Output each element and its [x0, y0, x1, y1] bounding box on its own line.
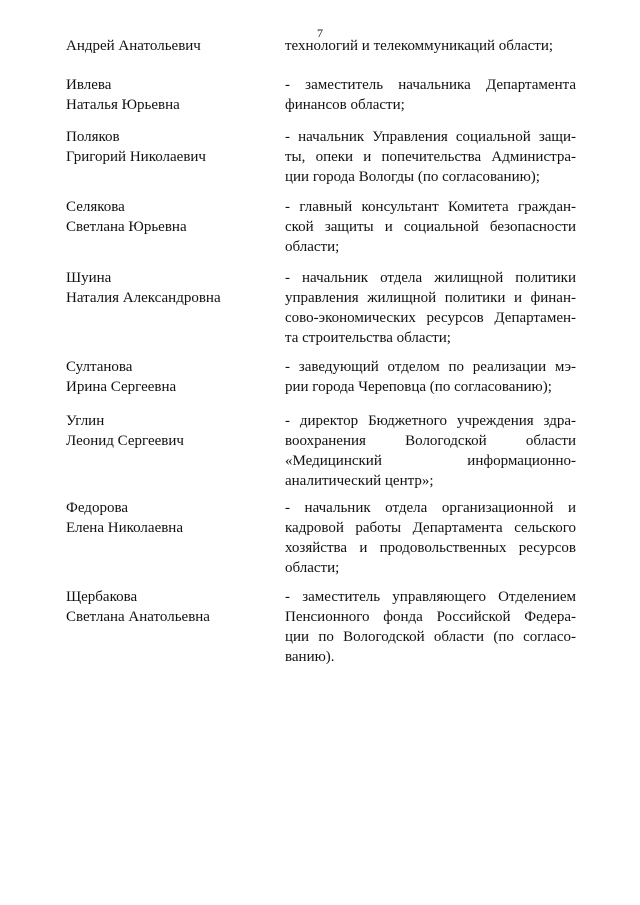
member-name-line: Григорий Николаевич: [66, 149, 206, 165]
member-role-line: ской защиты и социальной безопасности: [285, 219, 576, 235]
member-name-line: Наталия Александровна: [66, 290, 221, 306]
member-name-line: Углин: [66, 413, 105, 429]
member-name: [66, 587, 266, 627]
member-role-line: воохранения Вологодской области: [285, 433, 576, 449]
member-role-line: та строительства области;: [285, 330, 451, 346]
member-role-line: финансов области;: [285, 97, 405, 113]
member-name-line: Андрей Анатольевич: [66, 38, 201, 54]
member-role: [285, 498, 576, 578]
member-name-line: Поляков: [66, 129, 120, 145]
member-name-line: Ивлева: [66, 77, 112, 93]
member-role-line: области;: [285, 560, 340, 576]
member-role-line: Пенсионного фонда Российской Федера-: [285, 609, 576, 625]
member-role-line: области;: [285, 239, 340, 255]
member-name: [66, 36, 266, 56]
member-name-line: Султанова: [66, 359, 133, 375]
member-role-line: - начальник отдела жилищной политики: [285, 270, 576, 286]
member-name: [66, 197, 266, 237]
member-role-line: - заведующий отделом по реализации мэ-: [285, 359, 576, 375]
member-role-line: технологий и телекоммуникаций области;: [285, 38, 554, 54]
member-role: [285, 127, 576, 187]
member-role-line: - начальник Управления социальной защи-: [285, 129, 576, 145]
member-name: [66, 411, 266, 451]
member-role-line: кадровой работы Департамента сельского: [285, 520, 576, 536]
member-name: [66, 357, 266, 397]
member-name-line: Щербакова: [66, 589, 138, 605]
member-name-line: Селякова: [66, 199, 125, 215]
member-name-line: Светлана Анатольевна: [66, 609, 210, 625]
member-name: [66, 127, 266, 167]
member-name-line: Ирина Сергеевна: [66, 379, 177, 395]
member-role: [285, 587, 576, 667]
member-role-line: управления жилищной политики и финан-: [285, 290, 576, 306]
member-role: [285, 357, 576, 397]
member-role-line: хозяйства и продовольственных ресурсов: [285, 540, 576, 556]
member-role-line: аналитический центр»;: [285, 473, 434, 489]
member-role: [285, 268, 576, 348]
member-role-line: ции города Вологды (по согласованию);: [285, 169, 540, 185]
member-role-line: ванию).: [285, 649, 335, 665]
member-name-line: Шуина: [66, 270, 112, 286]
member-role-line: ции по Вологодской области (по согласо-: [285, 629, 576, 645]
member-name: [66, 498, 266, 538]
member-role-line: - заместитель управляющего Отделением: [285, 589, 576, 605]
member-name-line: Федорова: [66, 500, 128, 516]
member-role: [285, 75, 576, 115]
member-role-line: - директор Бюджетного учреждения здра-: [285, 413, 576, 429]
member-role-line: «Медицинский информационно-: [285, 453, 576, 469]
member-role: [285, 411, 576, 491]
member-name: [66, 75, 266, 115]
member-name-line: Наталья Юрьевна: [66, 97, 180, 113]
member-role-line: - заместитель начальника Департамента: [285, 77, 576, 93]
member-role-line: - главный консультант Комитета граждан-: [285, 199, 576, 215]
member-name-line: Елена Николаевна: [66, 520, 183, 536]
member-name-line: Светлана Юрьевна: [66, 219, 187, 235]
member-role-line: ты, опеки и попечительства Администра-: [285, 149, 576, 165]
member-role: [285, 36, 576, 56]
member-role-line: - начальник отдела организационной и: [285, 500, 576, 516]
member-name-line: Леонид Сергеевич: [66, 433, 184, 449]
member-role: [285, 197, 576, 257]
page-number: 7: [317, 26, 323, 40]
member-role-line: рии города Череповца (по согласованию);: [285, 379, 552, 395]
member-name: [66, 268, 266, 308]
member-role-line: сово-экономических ресурсов Департамен-: [285, 310, 576, 326]
